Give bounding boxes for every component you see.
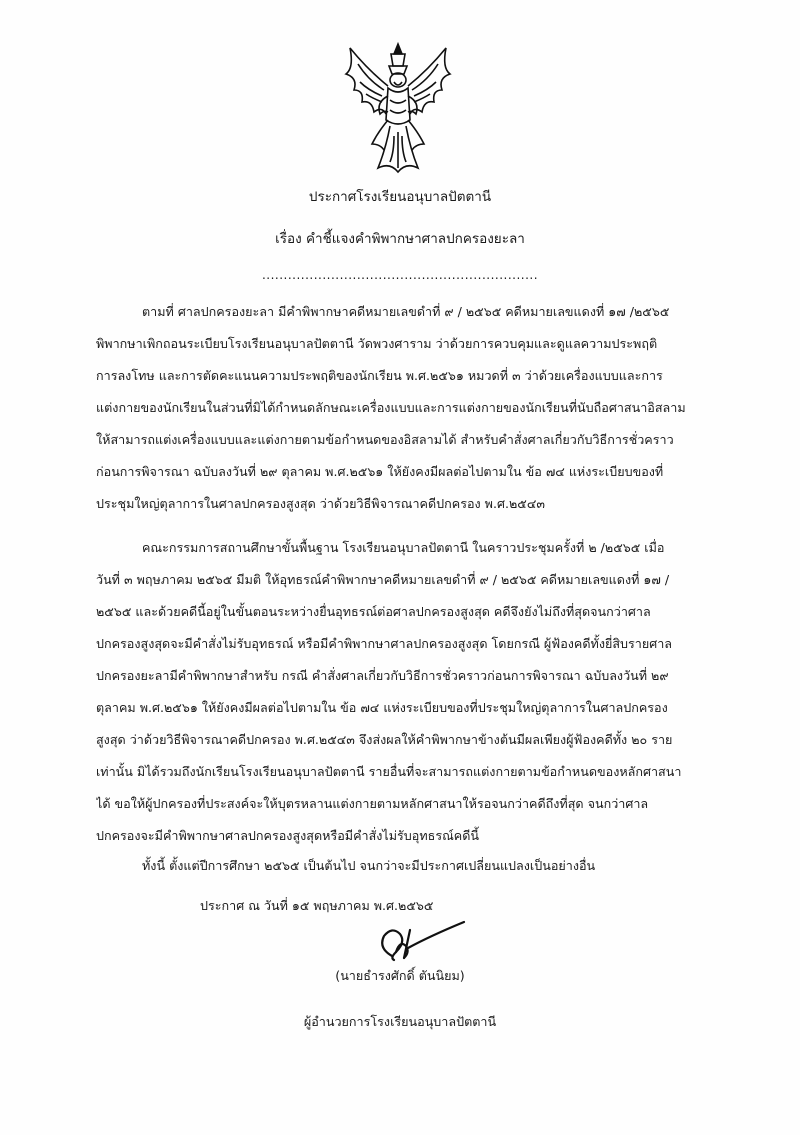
paragraph1-line: ก่อนการพิจารณา ฉบับลงวันที่ ๒๙ ตุลาคม พ.ศ.๒๕๖๑ ให้ยังคงมีผลต่อไปตามใน ข้อ ๗๔ แห่งระเบียบของที่ <box>96 464 664 479</box>
paragraph2-line: ตุลาคม พ.ศ.๒๕๖๑ ให้ยังคงมีผลต่อไปตามใน ข้อ ๗๔ แห่งระเบียบของที่ประชุมใหญ่ตุลาการในศาลปกครอง <box>96 700 668 715</box>
announcement-title: ประกาศโรงเรียนอนุบาลปัตตานี <box>308 189 492 205</box>
paragraph2-line: สูงสุด ว่าด้วยวิธีพิจารณาคดีปกครอง พ.ศ.๒๕๔๓ จึงส่งผลให้คำพิพากษาข้างต้นมีผลเพียงผู้ฟ้องคดีทั้ง ๒๐ ราย <box>96 732 673 747</box>
paragraph2-line: คณะกรรมการสถานศึกษาขั้นพื้นฐาน โรงเรียนอนุบาลปัตตานี ในคราวประชุมครั้งที่ ๒ /๒๕๖๕ เมื่อ <box>142 540 665 555</box>
paragraph1-line: ตามที่ ศาลปกครองยะลา มีคำพิพากษาคดีหมายเลขดำที่ ๙ / ๒๕๖๕ คดีหมายเลขแดงที่ ๑๗ /๒๕๖๕ <box>142 304 670 319</box>
paragraph1-line: แต่งกายของนักเรียนในส่วนที่มิได้กำหนดลักษณะเครื่องแบบและการแต่งกายของนักเรียนที่นับถือศาสนาอิสลาม <box>96 400 686 415</box>
signature-icon <box>370 918 470 966</box>
announcement-subject: เรื่อง คำชี้แจงคำพิพากษาศาลปกครองยะลา <box>275 231 525 247</box>
paragraph1-line: การลงโทษ และการตัดคะแนนความประพฤติของนักเรียน พ.ศ.๒๕๖๑ หมวดที่ ๓ ว่าด้วยเครื่องแบบและการ <box>96 368 663 383</box>
paragraph1-line: ประชุมใหญ่ตุลาการในศาลปกครองสูงสุด ว่าด้วยวิธีพิจารณาคดีปกครอง พ.ศ.๒๕๔๓ <box>96 496 545 511</box>
paragraph1-line: พิพากษาเพิกถอนระเบียบโรงเรียนอนุบาลปัตตานี วัดพวงศาราม ว่าด้วยการควบคุมและดูแลความประพฤติ <box>96 336 658 351</box>
separator-dots: ................................................................ <box>261 268 539 282</box>
paragraph1-line: ให้สามารถแต่งเครื่องแบบและแต่งกายตามข้อกำหนดของอิสลามได้ สำหรับคำสั่งศาลเกี่ยวกับวิธีการชั่วคราว <box>96 432 674 447</box>
signatory-position: ผู้อำนวยการโรงเรียนอนุบาลปัตตานี <box>303 1014 497 1029</box>
paragraph2-line: เท่านั้น มิได้รวมถึงนักเรียนโรงเรียนอนุบาลปัตตานี รายอื่นที่จะสามารถแต่งกายตามข้อกำหนดของหลักศาสนา <box>96 764 682 779</box>
signatory-name: (นายธำรงศักดิ์ ตันนิยม) <box>335 968 465 983</box>
paragraph2-line: ๒๕๖๕ และด้วยคดีนี้อยู่ในขั้นตอนระหว่างยื่นอุทธรณ์ต่อศาลปกครองสูงสุด คดีจึงยังไม่ถึงที่สุดจนกว่าศาล <box>96 604 651 619</box>
announcement-date: ประกาศ ณ วันที่ ๑๕ พฤษภาคม พ.ศ.๒๕๖๕ <box>200 898 434 913</box>
paragraph2-line: ได้ ขอให้ผู้ปกครองที่ประสงค์จะให้บุตรหลานแต่งกายตามหลักศาสนาให้รอจนกว่าคดีถึงที่สุด จนกว่าศาล <box>96 796 649 811</box>
paragraph2-line: ปกครองยะลามีคำพิพากษาสำหรับ กรณี คำสั่งศาลเกี่ยวกับวิธีการชั่วคราวก่อนการพิจารณา ฉบับลงวันที่ ๒๙ <box>96 668 669 683</box>
garuda-emblem-icon <box>328 40 468 180</box>
paragraph2-line: ปกครองจะมีคำพิพากษาศาลปกครองสูงสุดหรือมีคำสั่งไม่รับอุทธรณ์คดีนี้ <box>96 828 480 843</box>
effective-date-statement: ทั้งนี้ ตั้งแต่ปีการศึกษา ๒๕๖๕ เป็นต้นไป จนกว่าจะมีประกาศเปลี่ยนแปลงเป็นอย่างอื่น <box>142 858 596 873</box>
paragraph2-line: วันที่ ๓ พฤษภาคม ๒๕๖๕ มีมติ ให้อุทธรณ์คำพิพากษาคดีหมายเลขดำที่ ๙ / ๒๕๖๕ คดีหมายเลขแดงที่ ๑๗ / <box>96 572 670 587</box>
paragraph2-line: ปกครองสูงสุดจะมีคำสั่งไม่รับอุทธรณ์ หรือมีคำพิพากษาศาลปกครองสูงสุด โดยกรณี ผู้ฟ้องคดีทั้งยี่สิบรายศาล <box>96 636 673 651</box>
